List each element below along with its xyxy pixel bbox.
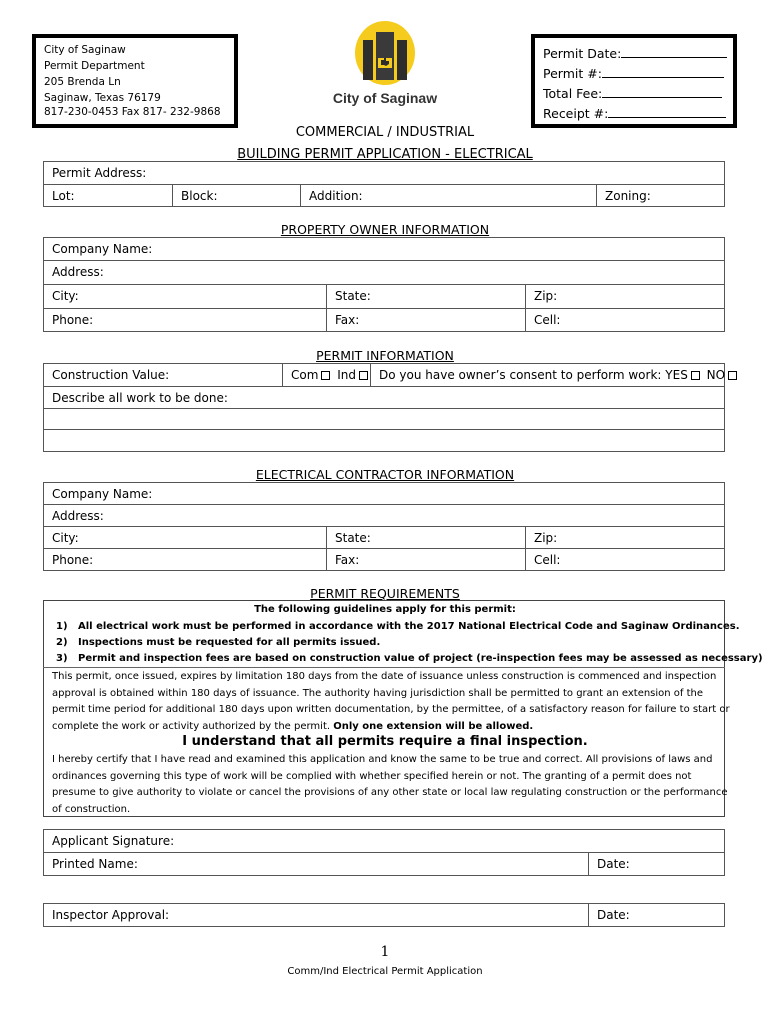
owner-heading: PROPERTY OWNER INFORMATION [280,222,490,237]
requirements-list [56,619,763,667]
address-line: Saginaw, Texas 76179 [44,92,161,104]
city-address-text [44,42,221,118]
inspector-approval-field[interactable]: Inspector Approval: [52,908,170,922]
title-line-1: COMMERCIAL / INDUSTRIAL [295,125,475,140]
contractor-heading: ELECTRICAL CONTRACTOR INFORMATION [255,467,515,482]
yes-label: YES [665,368,688,382]
contractor-phone-field[interactable]: Phone: [52,553,94,567]
com-label: Com [291,368,319,382]
requirement-item: 2) Inspections must be requested for all permits issued. [56,637,381,648]
describe-work-label: Describe all work to be done: [52,391,228,405]
owner-phone-row [43,308,725,332]
no-checkbox[interactable] [728,371,737,380]
permit-address-label: Permit Address: [52,166,147,180]
ind-checkbox[interactable] [359,371,368,380]
form-title [0,122,770,166]
logo-text: City of Saginaw [332,90,438,106]
com-checkbox[interactable] [321,371,330,380]
receipt-number-field[interactable]: Receipt #: [543,104,727,124]
title-line-2: BUILDING PERMIT APPLICATION - ELECTRICAL [237,147,533,162]
requirements-divider [43,667,725,668]
addition-field[interactable]: Addition: [300,185,596,206]
contractor-city-field[interactable]: City: [52,531,79,545]
printed-date-field[interactable]: Date: [588,853,724,875]
ind-label: Ind [337,368,357,382]
construction-row [43,363,725,387]
lot-field[interactable]: Lot: [52,189,75,203]
permit-info-heading: PERMIT INFORMATION [316,348,454,363]
address-line: City of Saginaw [44,44,126,56]
contractor-address-label: Address: [52,509,104,523]
owner-cell-field[interactable]: Cell: [525,309,724,331]
contractor-fax-field[interactable]: Fax: [326,549,525,570]
requirements-intro: The following guidelines apply for this permit: [254,604,516,615]
applicant-signature-row[interactable] [43,829,725,853]
address-line: Permit Department [44,60,145,72]
permit-number-field[interactable]: Permit #: [543,64,727,84]
footer-caption: Comm/Ind Electrical Permit Application [287,966,483,977]
consent-label: Do you have owner’s consent to perform work: [379,368,662,382]
owner-city-row [43,284,725,309]
owner-zip-field[interactable]: Zip: [525,285,724,308]
inspector-date-field[interactable]: Date: [588,904,724,926]
contractor-phone-row [43,548,725,571]
permit-fields [543,44,727,124]
describe-work-line-2[interactable] [43,408,725,430]
lot-block-row [43,184,725,207]
permit-address-row[interactable] [43,161,725,185]
owner-company-row[interactable] [43,237,725,261]
city-seal-icon [330,20,440,90]
contractor-city-row [43,526,725,549]
consent-question [370,364,724,386]
block-field[interactable]: Block: [172,185,300,206]
owner-company-label: Company Name: [52,242,153,256]
requirement-item: 1) All electrical work must be performed in accordance with the 2017 National Electrical Code and Saginaw Ordinances. [56,621,740,632]
no-label: NO [706,368,726,382]
city-logo [330,20,440,110]
final-inspection-statement: I understand that all permits require a final inspection. [182,734,588,749]
owner-fax-field[interactable]: Fax: [326,309,525,331]
permit-date-field[interactable]: Permit Date: [543,44,727,64]
com-ind-options [282,364,370,386]
zoning-field[interactable]: Zoning: [596,185,724,206]
expiry-paragraph: This permit, once issued, expires by limitation 180 days from the date of issuance unless construction is commenced and inspection approval is obtained within 180 days of issuance. The authority having jurisdiction shall be permitted to grant an extension of the permit time period for additional 180 days upon written documentation, by the permittee, of a satisfactory reason for failure to start or complete the work or activity authorized by the permit. Only one extension will be allowed. [52,671,730,732]
owner-address-row[interactable] [43,260,725,285]
owner-address-label: Address: [52,265,104,279]
printed-name-field[interactable]: Printed Name: [52,857,138,871]
contractor-state-field[interactable]: State: [326,527,525,548]
owner-state-field[interactable]: State: [326,285,525,308]
contractor-address-row[interactable] [43,504,725,527]
inspector-approval-row [43,903,725,927]
yes-checkbox[interactable] [691,371,700,380]
total-fee-field[interactable]: Total Fee: [543,84,727,104]
requirements-heading: PERMIT REQUIREMENTS [310,586,460,601]
address-line: 205 Brenda Ln [44,76,121,88]
requirement-item: 3) Permit and inspection fees are based on construction value of project (re-inspection fees may be assessed as necessary) [56,653,763,664]
contractor-zip-field[interactable]: Zip: [525,527,724,548]
applicant-signature-label: Applicant Signature: [52,834,175,848]
construction-value-field[interactable]: Construction Value: [52,368,170,382]
page-number: 1 [380,944,390,960]
contractor-company-label: Company Name: [52,487,153,501]
address-line: 817-230-0453 Fax 817- 232-9868 [44,106,221,118]
contractor-company-row[interactable] [43,482,725,505]
describe-work-line-3[interactable] [43,429,725,452]
describe-work-row[interactable] [43,386,725,409]
owner-phone-field[interactable]: Phone: [52,313,94,327]
printed-name-row [43,852,725,876]
contractor-cell-field[interactable]: Cell: [525,549,724,570]
owner-city-field[interactable]: City: [52,289,79,303]
certification-paragraph: I hereby certify that I have read and examined this application and know the same to be true and correct. All provisions of laws and ordinances governing this type of work will be complied with whether specified herein or not. The granting of a permit does not presume to give authority to violate or cancel the provisions of any other state or local law regulating construction or the performance of construction. [52,754,728,815]
